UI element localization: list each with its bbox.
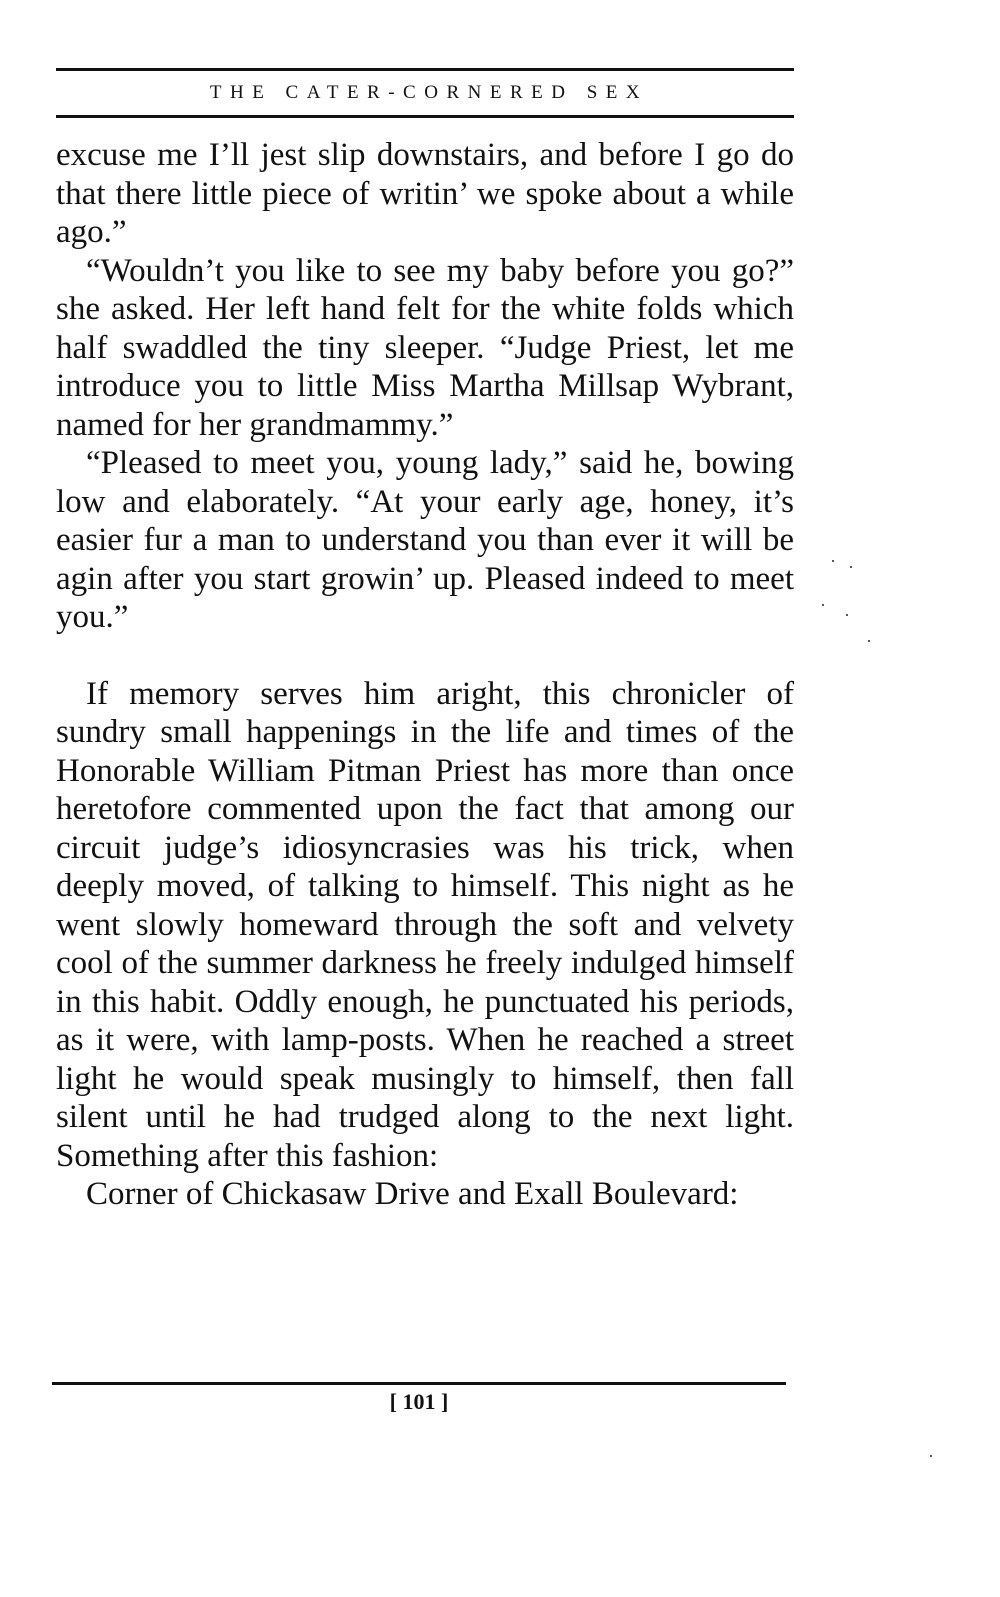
page-number: [ 101 ]	[389, 1389, 449, 1414]
section-break	[56, 637, 794, 675]
scan-speck	[846, 614, 848, 616]
scan-speck	[832, 560, 834, 562]
header-rule-top	[56, 68, 794, 71]
paragraph-continuation: excuse me I’ll jest slip downstairs, and before I go do that there little piece of writin’ we spoke about a while ago.”	[56, 137, 794, 250]
running-title: THE CATER-CORNERED SEX	[209, 82, 649, 103]
paragraph-dialogue-baby: “Wouldn’t you like to see my baby before you go?” she asked. Her left hand felt for the white folds which half swaddled the tiny sleeper. “Judge Priest, let me introduce you to little Miss Martha Millsap Wybrant, named for her grandmammy.”	[56, 252, 794, 443]
book-page	[56, 68, 794, 1214]
paragraph-narration: If memory serves him aright, this chronicler of sundry small happenings in the life and times of the Honorable William Pitman Priest has more than once heretofore commented upon the fact that among our circuit judge’s idiosyncrasies was his trick, when deeply moved, of talking to himself. This night as he went slowly homeward through the soft and velvety cool of the summer darkness he freely indulged himself in this habit. Oddly enough, he punctuated his periods, as it were, with lamp-posts. When he reached a street light he would speak musingly to himself, then fall silent until he had trudged along to the next light. Something after this fashion:	[56, 675, 794, 1174]
page-body	[56, 136, 794, 1214]
paragraph-dialogue-pleased: “Pleased to meet you, young lady,” said he, bowing low and elaborately. “At your early age, honey, it’s easier fur a man to understand you than ever it will be agin after you start growin’ up. Pleased indeed to meet you.”	[56, 445, 794, 635]
scan-speck	[850, 566, 852, 568]
scan-speck	[930, 1455, 932, 1457]
footer-rule	[52, 1382, 786, 1385]
paragraph-corner-heading: Corner of Chickasaw Drive and Exall Boulevard:	[86, 1176, 739, 1212]
scan-speck	[868, 640, 870, 642]
scan-speck	[822, 604, 824, 606]
header-rule-bottom	[56, 115, 794, 118]
